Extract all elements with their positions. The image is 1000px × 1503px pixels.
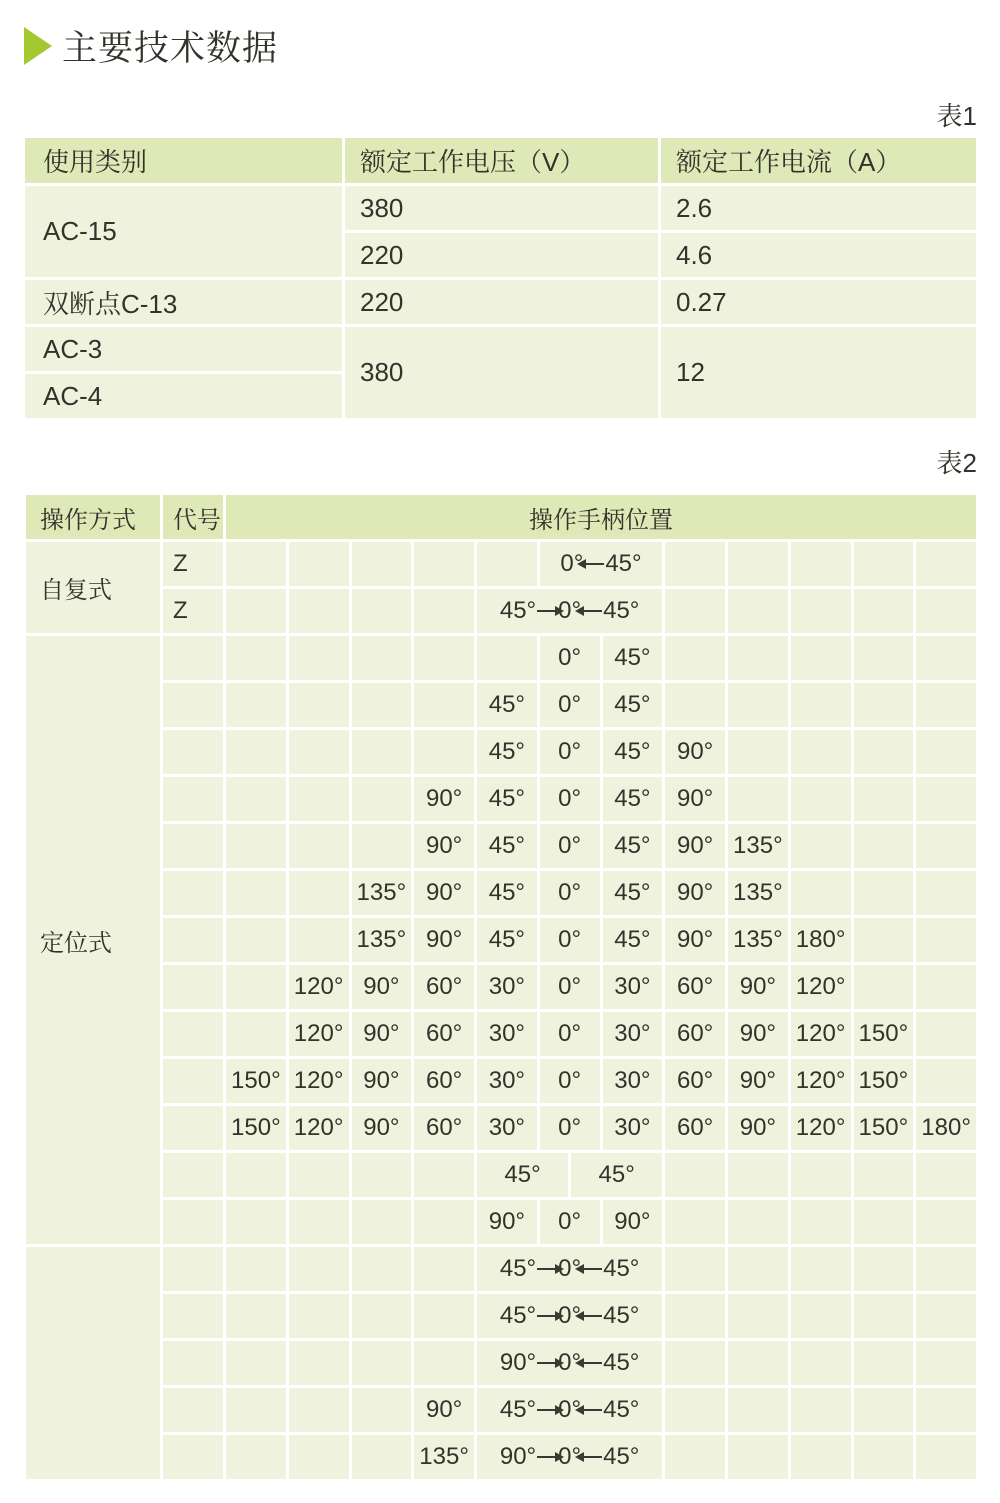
table2-angle-cell: 90° — [728, 1059, 788, 1103]
table2-blank-cell — [854, 589, 914, 633]
table1-cell: 2.6 — [661, 186, 976, 230]
table2-blank-cell — [289, 1247, 349, 1291]
table2-blank-cell — [352, 1247, 412, 1291]
table2-code-cell — [163, 1059, 223, 1103]
table2-angle-cell: 45° — [477, 730, 537, 774]
table2-angle-cell: 45° — [477, 1153, 568, 1197]
table1 — [25, 138, 976, 418]
table2-blank-cell — [289, 1435, 349, 1479]
table2-blank-cell — [289, 1153, 349, 1197]
table2-blank-cell — [289, 1388, 349, 1432]
table2-blank-cell — [791, 871, 851, 915]
table2-angle-cell: 90° 0° 45° — [477, 1435, 662, 1479]
table2-blank-cell — [791, 636, 851, 680]
table2-blank-cell — [226, 1153, 286, 1197]
table2-blank-cell — [916, 1059, 976, 1103]
table2-angle-cell: 0° 45° — [540, 542, 663, 586]
table2-angle-cell: 90° — [665, 824, 725, 868]
table2-blank-cell — [854, 871, 914, 915]
table2-blank-cell — [665, 683, 725, 727]
table2-blank-cell — [226, 777, 286, 821]
table2-blank-cell — [226, 1012, 286, 1056]
table2-blank-cell — [728, 1294, 788, 1338]
table2-angle-cell: 60° — [414, 1106, 474, 1150]
table2-blank-cell — [226, 1247, 286, 1291]
table2-code-cell — [163, 636, 223, 680]
table2-angle-cell: 90° — [477, 1200, 537, 1244]
table2-blank-cell — [289, 730, 349, 774]
table2-blank-cell — [854, 1341, 914, 1385]
table2-angle-cell: 120° — [791, 1059, 851, 1103]
table2-angle-cell: 90° — [414, 1388, 474, 1432]
table2-blank-cell — [289, 824, 349, 868]
table2-blank-cell — [414, 589, 474, 633]
table2-angle-cell: 90° — [728, 1106, 788, 1150]
table1-cell: 380 — [345, 327, 658, 418]
table2-blank-cell — [916, 1153, 976, 1197]
table2-blank-cell — [916, 918, 976, 962]
table2-angle-cell: 150° — [226, 1106, 286, 1150]
table2-blank-cell — [916, 965, 976, 1009]
table2-blank-cell — [352, 1341, 412, 1385]
table2-blank-cell — [414, 1247, 474, 1291]
table2-angle-cell: 45° — [477, 824, 537, 868]
table2-angle-cell: 0° — [540, 683, 600, 727]
table2-code-cell — [163, 1435, 223, 1479]
table2-angle-cell: 135° — [728, 871, 788, 915]
table2-blank-cell — [665, 1341, 725, 1385]
table2-blank-cell — [289, 918, 349, 962]
table2-angle-cell: 30° — [603, 1059, 663, 1103]
table1-cell: 220 — [345, 280, 658, 324]
table2-angle-cell: 30° — [603, 965, 663, 1009]
table2-blank-cell — [477, 636, 537, 680]
table2-blank-cell — [352, 824, 412, 868]
table2-blank-cell — [854, 1200, 914, 1244]
left-arrow-icon — [582, 1456, 602, 1458]
table2-angle-cell: 90° — [603, 1200, 663, 1244]
table2-angle-cell: 150° — [226, 1059, 286, 1103]
table2-code-cell — [163, 1388, 223, 1432]
table2-blank-cell — [791, 1388, 851, 1432]
table2-blank-cell — [226, 918, 286, 962]
table2-code-cell — [163, 1200, 223, 1244]
table2-code-cell — [163, 918, 223, 962]
table2-blank-cell — [854, 965, 914, 1009]
table2-angle-cell: 90° — [414, 918, 474, 962]
table1-cell: AC-3 — [25, 327, 342, 371]
table2-blank-cell — [728, 1200, 788, 1244]
table2-angle-cell: 0° — [540, 1012, 600, 1056]
table2-blank-cell — [665, 1435, 725, 1479]
table2-angle-cell: 45° — [603, 730, 663, 774]
table2-angle-cell: 60° — [665, 1106, 725, 1150]
table2-blank-cell — [352, 777, 412, 821]
table2-angle-cell: 30° — [603, 1106, 663, 1150]
table2-blank-cell — [854, 777, 914, 821]
table2-blank-cell — [226, 589, 286, 633]
table2-blank-cell — [916, 1200, 976, 1244]
table2-angle-cell: 60° — [665, 965, 725, 1009]
table2-blank-cell — [916, 1341, 976, 1385]
table2-angle-cell: 90° — [352, 965, 412, 1009]
table2-angle-cell: 120° — [289, 1059, 349, 1103]
table2-code-cell — [163, 730, 223, 774]
table2-blank-cell — [352, 1153, 412, 1197]
table2-blank-cell — [665, 1200, 725, 1244]
table2-angle-cell: 45° — [603, 777, 663, 821]
table2-blank-cell — [728, 1388, 788, 1432]
table2-blank-cell — [728, 636, 788, 680]
table2-blank-cell — [414, 1153, 474, 1197]
table1-header-cell: 使用类别 — [25, 138, 342, 183]
table2-blank-cell — [665, 636, 725, 680]
table2-blank-cell — [352, 1200, 412, 1244]
table2-angle-cell: 120° — [791, 1106, 851, 1150]
table2-blank-cell — [352, 730, 412, 774]
table2-code-cell — [163, 1106, 223, 1150]
table2-angle-cell: 0° — [540, 1059, 600, 1103]
table2-angle-cell: 45° — [571, 1153, 662, 1197]
table2-blank-cell — [226, 683, 286, 727]
table2-angle-cell: 135° — [414, 1435, 474, 1479]
table2-blank-cell — [854, 1153, 914, 1197]
left-arrow-icon — [582, 1268, 602, 1270]
table2-blank-cell — [414, 1294, 474, 1338]
table1-cell: 双断点C-13 — [25, 280, 342, 324]
table2-blank-cell — [791, 1294, 851, 1338]
table2-blank-cell — [226, 1200, 286, 1244]
table2-blank-cell — [728, 730, 788, 774]
table2-code-cell — [163, 824, 223, 868]
table2-angle-cell: 30° — [477, 1012, 537, 1056]
table2-blank-cell — [854, 1388, 914, 1432]
table2-code-cell — [163, 1247, 223, 1291]
table2-angle-cell: 120° — [289, 1012, 349, 1056]
table2-angle-cell: 150° — [854, 1106, 914, 1150]
table2-angle-cell: 90° 0° 45° — [477, 1341, 662, 1385]
table2-angle-cell: 60° — [665, 1012, 725, 1056]
green-triangle-icon — [24, 27, 52, 65]
page-title-row — [24, 21, 278, 71]
table2-code-cell — [163, 1294, 223, 1338]
right-arrow-icon — [537, 1409, 557, 1411]
table2-angle-cell: 90° — [665, 777, 725, 821]
table2-blank-cell — [665, 1247, 725, 1291]
table2-blank-cell — [289, 589, 349, 633]
table2-blank-cell — [916, 542, 976, 586]
table2-angle-cell: 90° — [414, 871, 474, 915]
table2-blank-cell — [916, 1294, 976, 1338]
table2-angle-cell: 45° 0° 45° — [477, 1247, 662, 1291]
right-arrow-icon — [537, 1456, 557, 1458]
table2-angle-cell: 120° — [289, 1106, 349, 1150]
table2-blank-cell — [226, 1341, 286, 1385]
table2-blank-cell — [414, 730, 474, 774]
table2-code-cell — [163, 1341, 223, 1385]
table2-blank-cell — [916, 636, 976, 680]
table2-angle-cell: 135° — [728, 918, 788, 962]
table2-angle-cell: 135° — [352, 918, 412, 962]
table2-blank-cell — [728, 777, 788, 821]
table2-blank-cell — [854, 918, 914, 962]
table2-blank-cell — [791, 824, 851, 868]
table2-blank-cell — [289, 777, 349, 821]
table2-angle-cell: 135° — [728, 824, 788, 868]
table2-label: 表2 — [936, 448, 977, 478]
table2-angle-cell: 30° — [477, 1106, 537, 1150]
table2-blank-cell — [791, 1153, 851, 1197]
table2-angle-cell: 150° — [854, 1012, 914, 1056]
table2-angle-cell: 135° — [352, 871, 412, 915]
table2-blank-cell — [477, 542, 537, 586]
table2-angle-cell: 30° — [603, 1012, 663, 1056]
table1-cell: AC-4 — [25, 374, 342, 418]
table2-angle-cell: 90° — [728, 1012, 788, 1056]
table2-blank-cell — [728, 589, 788, 633]
table2-angle-cell: 45° — [603, 871, 663, 915]
table2-blank-cell — [791, 542, 851, 586]
table2-blank-cell — [791, 589, 851, 633]
table2-angle-cell: 120° — [289, 965, 349, 1009]
table2-blank-cell — [289, 1294, 349, 1338]
table2-blank-cell — [414, 542, 474, 586]
left-arrow-icon — [582, 1315, 602, 1317]
table2-blank-cell — [414, 1341, 474, 1385]
table2-blank-cell — [352, 542, 412, 586]
table1-label: 表1 — [936, 101, 977, 131]
table2-angle-cell: 45° — [477, 918, 537, 962]
table2-code-cell — [163, 777, 223, 821]
table2-angle-cell: 90° — [352, 1012, 412, 1056]
table2-angle-cell: 0° — [540, 730, 600, 774]
table2 — [26, 495, 976, 1479]
table2-code-cell — [163, 1153, 223, 1197]
table2-blank-cell — [226, 871, 286, 915]
table2-angle-cell: 60° — [665, 1059, 725, 1103]
table2-angle-cell: 90° — [728, 965, 788, 1009]
table2-angle-cell: 45° 0° 45° — [477, 589, 662, 633]
table2-blank-cell — [289, 1200, 349, 1244]
table2-blank-cell — [289, 542, 349, 586]
right-arrow-icon — [537, 610, 557, 612]
table2-blank-cell — [916, 777, 976, 821]
table2-angle-cell: 180° — [791, 918, 851, 962]
table2-angle-cell: 60° — [414, 1012, 474, 1056]
table2-code-cell — [163, 683, 223, 727]
table2-blank-cell — [414, 636, 474, 680]
table2-blank-cell — [854, 1294, 914, 1338]
table2-angle-cell: 0° — [540, 1106, 600, 1150]
table2-blank-cell — [414, 683, 474, 727]
table2-blank-cell — [226, 1294, 286, 1338]
table2-blank-cell — [728, 1341, 788, 1385]
table2-blank-cell — [916, 1435, 976, 1479]
table1-header-cell: 额定工作电流（A） — [661, 138, 976, 183]
page-title: 主要技术数据 — [62, 29, 279, 68]
table2-blank-cell — [414, 1200, 474, 1244]
table1-cell: AC-15 — [25, 186, 342, 277]
table2-blank-cell — [289, 1341, 349, 1385]
left-arrow-icon — [584, 563, 604, 565]
table2-angle-cell: 90° — [352, 1059, 412, 1103]
table2-angle-cell: 0° — [540, 871, 600, 915]
table2-blank-cell — [352, 1435, 412, 1479]
table2-mode-cell: 定位式 — [26, 636, 160, 1244]
table2-angle-cell: 120° — [791, 965, 851, 1009]
table2-blank-cell — [916, 589, 976, 633]
table2-blank-cell — [352, 589, 412, 633]
table2-angle-cell: 45° — [477, 777, 537, 821]
table2-blank-cell — [916, 824, 976, 868]
table2-code-cell: Z — [163, 589, 223, 633]
table2-blank-cell — [791, 730, 851, 774]
table2-blank-cell — [665, 1294, 725, 1338]
table2-blank-cell — [352, 1294, 412, 1338]
right-arrow-icon — [537, 1315, 557, 1317]
table2-angle-cell: 45° 0° 45° — [477, 1294, 662, 1338]
table1-cell: 4.6 — [661, 233, 976, 277]
table2-angle-cell: 60° — [414, 1059, 474, 1103]
table2-blank-cell — [665, 589, 725, 633]
table2-code-cell: Z — [163, 542, 223, 586]
table2-blank-cell — [289, 636, 349, 680]
table2-blank-cell — [916, 871, 976, 915]
table2-blank-cell — [854, 636, 914, 680]
table2-blank-cell — [289, 871, 349, 915]
table2-blank-cell — [226, 730, 286, 774]
table2-angle-cell: 90° — [414, 824, 474, 868]
table2-blank-cell — [916, 683, 976, 727]
table2-blank-cell — [226, 824, 286, 868]
table2-header-cell: 代号 — [163, 495, 223, 539]
table2-blank-cell — [226, 965, 286, 1009]
table2-blank-cell — [791, 1435, 851, 1479]
table2-blank-cell — [854, 542, 914, 586]
table2-blank-cell — [854, 683, 914, 727]
table2-blank-cell — [916, 1388, 976, 1432]
table2-blank-cell — [352, 683, 412, 727]
table2-mode-cell — [26, 1247, 160, 1479]
table2-blank-cell — [665, 542, 725, 586]
table2-blank-cell — [854, 1247, 914, 1291]
table2-angle-cell: 90° — [665, 918, 725, 962]
table2-code-cell — [163, 1012, 223, 1056]
table2-blank-cell — [289, 683, 349, 727]
table2-blank-cell — [854, 824, 914, 868]
table2-blank-cell — [226, 1388, 286, 1432]
table2-blank-cell — [226, 636, 286, 680]
table1-cell: 220 — [345, 233, 658, 277]
table2-angle-cell: 45° — [603, 636, 663, 680]
left-arrow-icon — [582, 610, 602, 612]
table2-blank-cell — [226, 1435, 286, 1479]
table2-angle-cell: 45° — [603, 918, 663, 962]
right-arrow-icon — [537, 1268, 557, 1270]
table2-angle-cell: 90° — [665, 871, 725, 915]
table2-angle-cell: 30° — [477, 965, 537, 1009]
table2-angle-cell: 120° — [791, 1012, 851, 1056]
left-arrow-icon — [582, 1409, 602, 1411]
table2-angle-cell: 0° — [540, 965, 600, 1009]
table2-blank-cell — [352, 1388, 412, 1432]
table2-angle-cell: 30° — [477, 1059, 537, 1103]
table2-blank-cell — [791, 683, 851, 727]
table2-angle-cell: 90° — [414, 777, 474, 821]
table2-angle-cell: 150° — [854, 1059, 914, 1103]
table2-angle-cell: 45° 0° 45° — [477, 1388, 662, 1432]
table2-blank-cell — [854, 1435, 914, 1479]
table2-blank-cell — [226, 542, 286, 586]
table2-blank-cell — [854, 730, 914, 774]
table2-blank-cell — [916, 1247, 976, 1291]
table2-blank-cell — [916, 1012, 976, 1056]
table2-angle-cell: 0° — [540, 777, 600, 821]
table1-cell: 12 — [661, 327, 976, 418]
table2-blank-cell — [728, 683, 788, 727]
table2-blank-cell — [665, 1388, 725, 1432]
table2-blank-cell — [791, 1200, 851, 1244]
table2-blank-cell — [728, 542, 788, 586]
table2-blank-cell — [665, 1153, 725, 1197]
table2-angle-cell: 0° — [540, 918, 600, 962]
table2-blank-cell — [791, 1247, 851, 1291]
table2-angle-cell: 0° — [540, 824, 600, 868]
table2-angle-cell: 45° — [477, 871, 537, 915]
table2-code-cell — [163, 871, 223, 915]
table2-blank-cell — [728, 1247, 788, 1291]
table2-blank-cell — [352, 636, 412, 680]
left-arrow-icon — [582, 1362, 602, 1364]
table2-angle-cell: 90° — [665, 730, 725, 774]
right-arrow-icon — [537, 1362, 557, 1364]
table2-blank-cell — [728, 1435, 788, 1479]
table2-angle-cell: 180° — [916, 1106, 976, 1150]
table2-angle-cell: 0° — [540, 1200, 600, 1244]
table2-blank-cell — [791, 1341, 851, 1385]
table1-header-cell: 额定工作电压（V） — [345, 138, 658, 183]
table1-cell: 0.27 — [661, 280, 976, 324]
table2-header-cell: 操作方式 — [26, 495, 160, 539]
table2-header-cell: 操作手柄位置 — [226, 495, 976, 539]
table2-angle-cell: 90° — [352, 1106, 412, 1150]
table2-angle-cell: 0° — [540, 636, 600, 680]
table2-angle-cell: 45° — [477, 683, 537, 727]
table2-code-cell — [163, 965, 223, 1009]
table1-cell: 380 — [345, 186, 658, 230]
table2-blank-cell — [728, 1153, 788, 1197]
table2-angle-cell: 45° — [603, 683, 663, 727]
table2-mode-cell: 自复式 — [26, 542, 160, 633]
table2-angle-cell: 45° — [603, 824, 663, 868]
table2-blank-cell — [916, 730, 976, 774]
table2-angle-cell: 60° — [414, 965, 474, 1009]
table2-blank-cell — [791, 777, 851, 821]
